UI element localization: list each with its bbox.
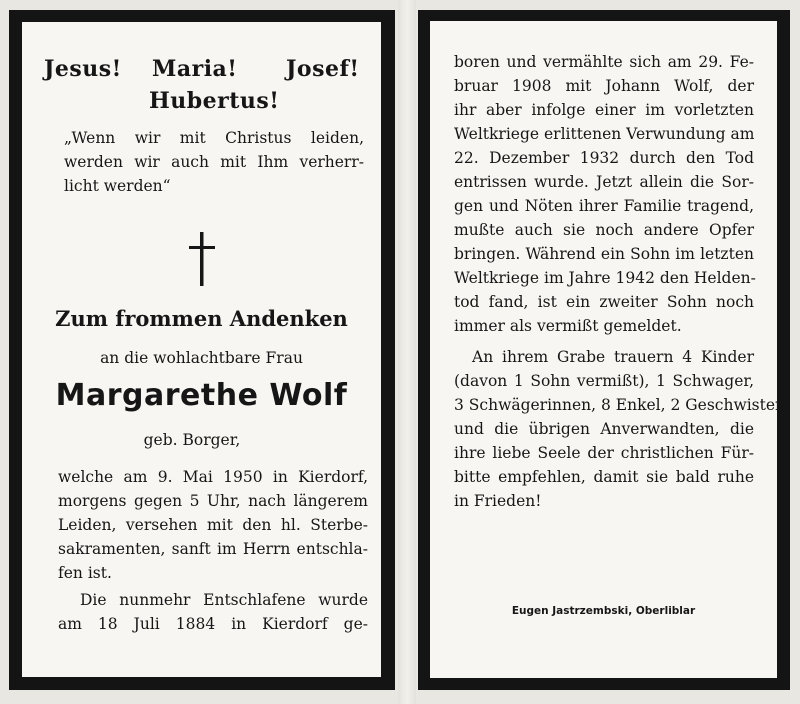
invocation-maria: Maria! (152, 56, 238, 82)
invocation-jesus: Jesus! (44, 56, 122, 82)
biography-line-8: mußte auch sie noch andere Opfer (454, 221, 754, 239)
mourning-line-7: in Frieden! (454, 492, 542, 510)
biography-line-6: entrissen wurde. Jetzt allein die Sor- (454, 173, 754, 191)
invocation-hubertus: Hubertus! (149, 88, 280, 114)
invocation-josef: Josef! (286, 56, 360, 82)
printer-credit: Eugen Jastrzembski, Oberliblar (511, 605, 696, 617)
biography-line-11: tod fand, ist ein zweiter Sohn noch (454, 293, 754, 311)
mourning-line-4: und die übrigen Anverwandten, die (454, 420, 754, 438)
latin-cross-icon (188, 232, 216, 286)
left-page (22, 22, 381, 677)
quote-line-3: licht werden“ (64, 177, 171, 195)
right-page (430, 21, 783, 678)
maiden-name: geb. Borger, (143, 431, 241, 449)
death-line-1: welche am 9. Mai 1950 in Kierdorf, (58, 468, 368, 486)
biography-line-2: bruar 1908 mit Johann Wolf, der (454, 77, 754, 95)
mourning-line-2: (davon 1 Sohn vermißt), 1 Schwager, (454, 372, 754, 390)
deceased-name: Margarethe Wolf (55, 378, 348, 413)
biography-line-5: 22. Dezember 1932 durch den Tod (454, 149, 754, 167)
right-page-mourning-border (418, 10, 790, 690)
mourning-line-1: An ihrem Grabe trauern 4 Kinder (472, 348, 754, 366)
mourning-line-6: bitte empfehlen, damit sie bald ruhe (454, 468, 754, 486)
biography-line-12: immer als vermißt gemeldet. (454, 317, 682, 335)
card-fold (398, 0, 416, 704)
biography-line-7: gen und Nöten ihrer Familie tragend, (454, 197, 754, 215)
mourning-line-3: 3 Schwägerinnen, 8 Enkel, 2 Geschwister (454, 396, 783, 414)
biography-line-9: bringen. Während ein Sohn im letzten (454, 245, 754, 263)
death-line-4: sakramenten, sanft im Herrn entschla- (58, 540, 368, 558)
dedication-line: an die wohlachtbare Frau (100, 349, 303, 367)
death-line-2: morgens gegen 5 Uhr, nach längerem (58, 492, 368, 510)
death-line-5: fen ist. (58, 564, 112, 582)
quote-line-2: werden wir auch mit Ihm verherr- (64, 153, 364, 171)
biography-line-3: ihr aber infolge einer im vorletzten (454, 101, 754, 119)
birth-line-2: am 18 Juli 1884 in Kierdorf ge- (58, 615, 368, 633)
left-page-mourning-border (9, 10, 395, 690)
biography-line-10: Weltkriege im Jahre 1942 den Helden- (454, 269, 756, 287)
birth-line-1: Die nunmehr Entschlafene wurde (80, 591, 368, 609)
quote-line-1: „Wenn wir mit Christus leiden, (64, 129, 364, 147)
mourning-line-5: ihre liebe Seele der christlichen Für- (454, 444, 754, 462)
memorial-heading: Zum frommen Andenken (55, 306, 348, 331)
death-line-3: Leiden, versehen mit den hl. Sterbe- (58, 516, 368, 534)
biography-line-1: boren und vermählte sich am 29. Fe- (454, 53, 754, 71)
biography-line-4: Weltkriege erlittenen Verwundung am (454, 125, 755, 143)
